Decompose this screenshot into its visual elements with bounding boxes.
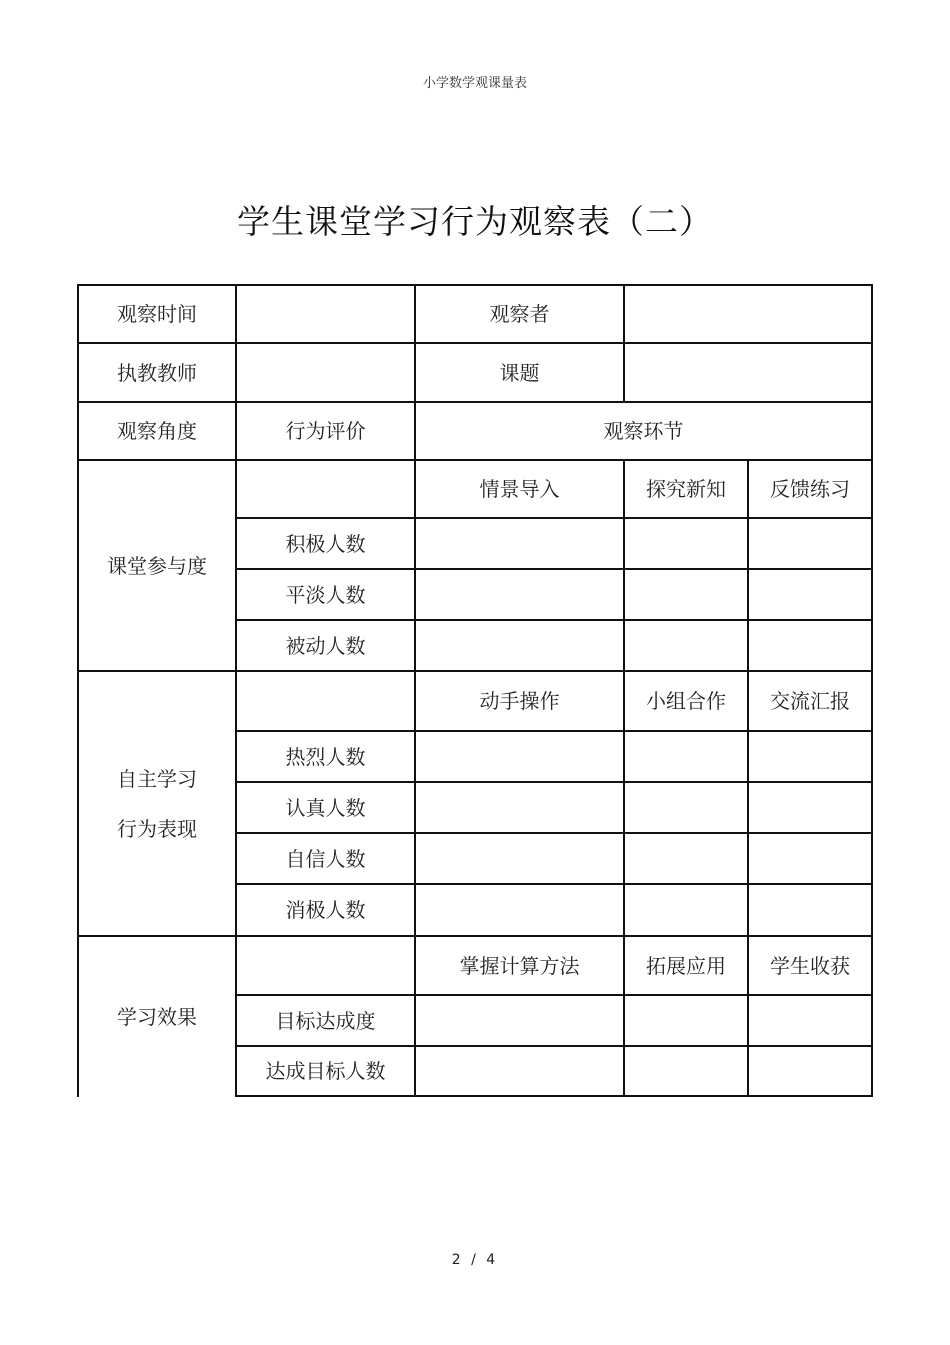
table-cell[interactable] (625, 1047, 747, 1095)
row-label: 热烈人数 (285, 744, 366, 769)
table-cell[interactable] (749, 996, 871, 1045)
table-rule (235, 1095, 873, 1097)
table-cell[interactable] (416, 1047, 623, 1095)
observer-label: 观察者 (489, 302, 550, 326)
stage-header: 观察环节 (603, 419, 684, 443)
section-learning-outcome: 学习效果 (117, 1005, 197, 1029)
running-header: 小学数学观课量表 (422, 76, 527, 91)
table-cell[interactable] (625, 885, 747, 935)
stage-label: 反馈练习 (770, 477, 850, 501)
section-autonomous-corner[interactable] (237, 672, 414, 730)
stage-label: 动手操作 (479, 689, 560, 713)
table-cell[interactable] (416, 570, 623, 619)
table-cell[interactable] (416, 834, 623, 883)
section-participation-corner[interactable] (237, 461, 414, 517)
page-number: 2 / 4 (451, 1252, 499, 1268)
stage-label: 探究新知 (646, 477, 726, 501)
table-cell[interactable] (749, 1047, 871, 1095)
table-rule (871, 284, 873, 1097)
section-outcome-corner[interactable] (237, 937, 414, 994)
stage-label: 掌握计算方法 (459, 953, 580, 978)
table-cell[interactable] (416, 519, 623, 568)
section-participation: 课堂参与度 (107, 553, 207, 578)
angle-header: 观察角度 (117, 419, 197, 443)
table-cell[interactable] (749, 519, 871, 568)
stage-label: 情景导入 (479, 477, 560, 501)
stage-label: 学生收获 (770, 953, 850, 978)
table-cell[interactable] (625, 570, 747, 619)
table-cell[interactable] (749, 783, 871, 832)
row-label: 消极人数 (285, 898, 366, 922)
section-name-line: 行为表现 (117, 816, 197, 841)
evaluation-header: 行为评价 (285, 419, 366, 443)
table-cell[interactable] (749, 732, 871, 781)
row-label: 被动人数 (285, 633, 366, 658)
observe-time-field[interactable] (237, 286, 414, 342)
table-cell[interactable] (625, 783, 747, 832)
observation-table (77, 284, 873, 1097)
table-cell[interactable] (749, 885, 871, 935)
stage-label: 拓展应用 (646, 953, 726, 978)
row-label: 平淡人数 (285, 582, 366, 607)
table-cell[interactable] (416, 783, 623, 832)
table-cell[interactable] (749, 834, 871, 883)
table-cell[interactable] (416, 621, 623, 670)
row-label: 自信人数 (285, 846, 366, 871)
row-label: 达成目标人数 (265, 1059, 386, 1083)
row-label: 目标达成度 (275, 1008, 376, 1033)
topic-field[interactable] (625, 344, 871, 401)
observer-field[interactable] (625, 286, 871, 342)
table-cell[interactable] (625, 519, 747, 568)
table-cell[interactable] (749, 621, 871, 670)
observe-time-label: 观察时间 (117, 302, 197, 326)
page-title: 学生课堂学习行为观察表（二） (237, 202, 713, 241)
row-label: 认真人数 (285, 795, 366, 820)
table-cell[interactable] (625, 732, 747, 781)
table-cell[interactable] (625, 621, 747, 670)
teacher-label: 执教教师 (117, 360, 197, 385)
topic-label: 课题 (499, 360, 540, 385)
stage-label: 交流汇报 (770, 689, 850, 713)
stage-label: 小组合作 (646, 689, 726, 713)
table-cell[interactable] (416, 996, 623, 1045)
row-label: 积极人数 (285, 531, 366, 556)
section-name-line: 自主学习 (117, 766, 197, 791)
table-cell[interactable] (416, 885, 623, 935)
table-cell[interactable] (625, 996, 747, 1045)
teacher-field[interactable] (237, 344, 414, 401)
section-autonomous-learning (79, 672, 235, 935)
table-cell[interactable] (416, 732, 623, 781)
table-cell[interactable] (749, 570, 871, 619)
table-cell[interactable] (625, 834, 747, 883)
